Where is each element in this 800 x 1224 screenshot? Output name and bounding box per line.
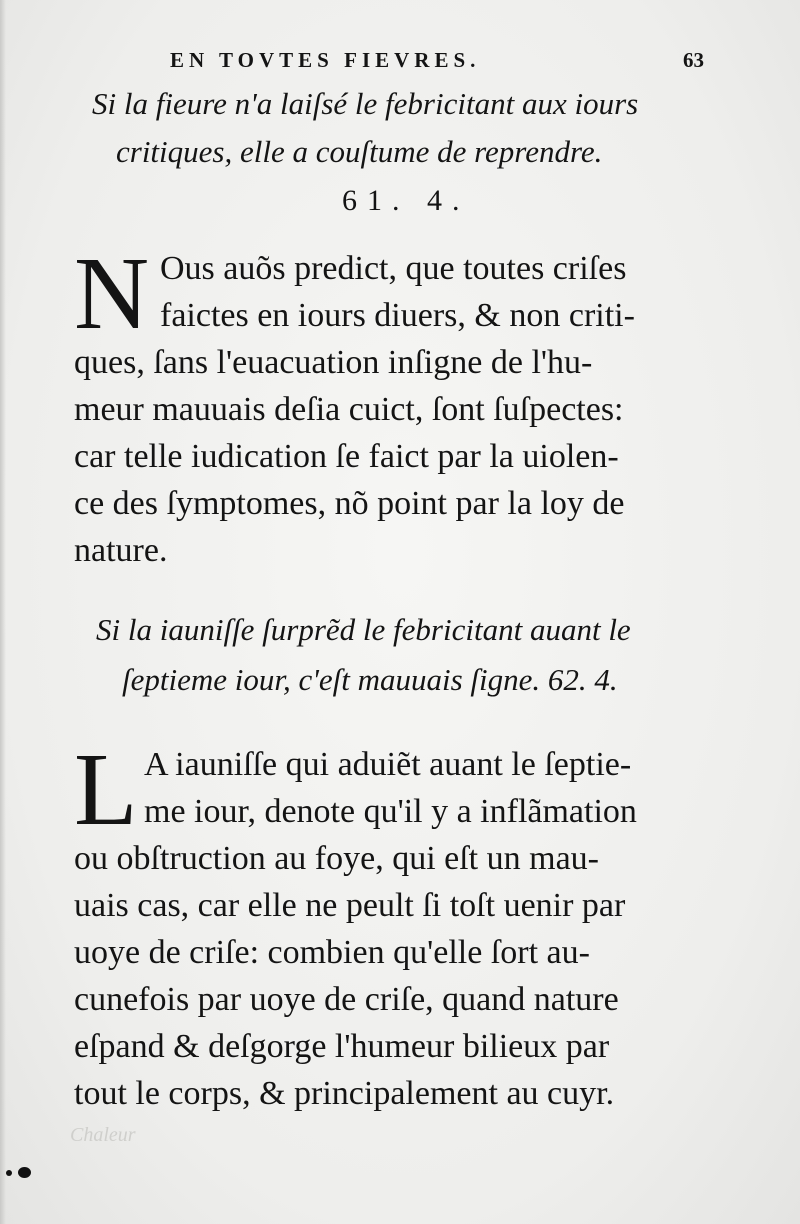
text-line: car telle iudication ſe faict par la uiolen- bbox=[74, 438, 619, 475]
text-line: Ous auõs predict, que toutes criſes bbox=[160, 250, 627, 287]
text-line: uoye de criſe: combien qu'elle ſort au- bbox=[74, 934, 590, 971]
ink-dot bbox=[6, 1170, 12, 1176]
text-line: uais cas, car elle ne peult ſi toſt uenir par bbox=[74, 887, 626, 924]
text-line: nature. bbox=[74, 532, 168, 569]
text-line: A iauniſſe qui aduiẽt auant le ſeptie- bbox=[144, 746, 632, 783]
text-line: ce des ſymptomes, nõ point par la loy de bbox=[74, 485, 625, 522]
paragraph-commentary-62 bbox=[74, 732, 734, 1122]
text-line: cunefois par uoye de criſe, quand nature bbox=[74, 981, 619, 1018]
maxim-line: critiques, elle a couſtume de reprendre. bbox=[116, 134, 603, 169]
maxim-line: Si la iauniſſe ſurprẽd le febricitant auant le bbox=[96, 612, 631, 647]
ink-dot bbox=[18, 1167, 31, 1178]
page-number: 63 bbox=[683, 48, 704, 72]
text-line: tout le corps, & principalement au cuyr. bbox=[74, 1075, 615, 1112]
text-line: eſpand & deſgorge l'humeur bilieux par bbox=[74, 1028, 610, 1065]
text-line: ou obſtruction au foye, qui eſt un mau- bbox=[74, 840, 599, 877]
drop-capital: N bbox=[74, 236, 150, 351]
margin-ink-marks bbox=[6, 1164, 46, 1180]
maxim-number: 61. 4. bbox=[342, 184, 470, 217]
drop-capital: L bbox=[74, 732, 138, 847]
text-line: ques, ſans l'euacuation inſigne de l'hu- bbox=[74, 344, 593, 381]
text-line: me iour, denote qu'il y a inflãmation bbox=[144, 793, 637, 830]
maxim-line: ſeptieme iour, c'eſt mauuais ſigne. 62. 4. bbox=[122, 662, 618, 697]
paragraph-commentary-61 bbox=[74, 236, 734, 576]
page-header bbox=[0, 42, 800, 82]
maxim-line: Si la fieure n'a laiſsé le febricitant aux iours bbox=[92, 86, 639, 121]
page-gutter-shadow bbox=[0, 0, 6, 1224]
show-through-stamp: Chaleur bbox=[70, 1124, 136, 1146]
text-line: meur mauuais deſia cuict, ſont ſuſpectes: bbox=[74, 391, 624, 428]
running-title: EN TOVTES FIEVRES. bbox=[170, 48, 481, 72]
text-line: faictes en iours diuers, & non criti- bbox=[160, 297, 635, 334]
